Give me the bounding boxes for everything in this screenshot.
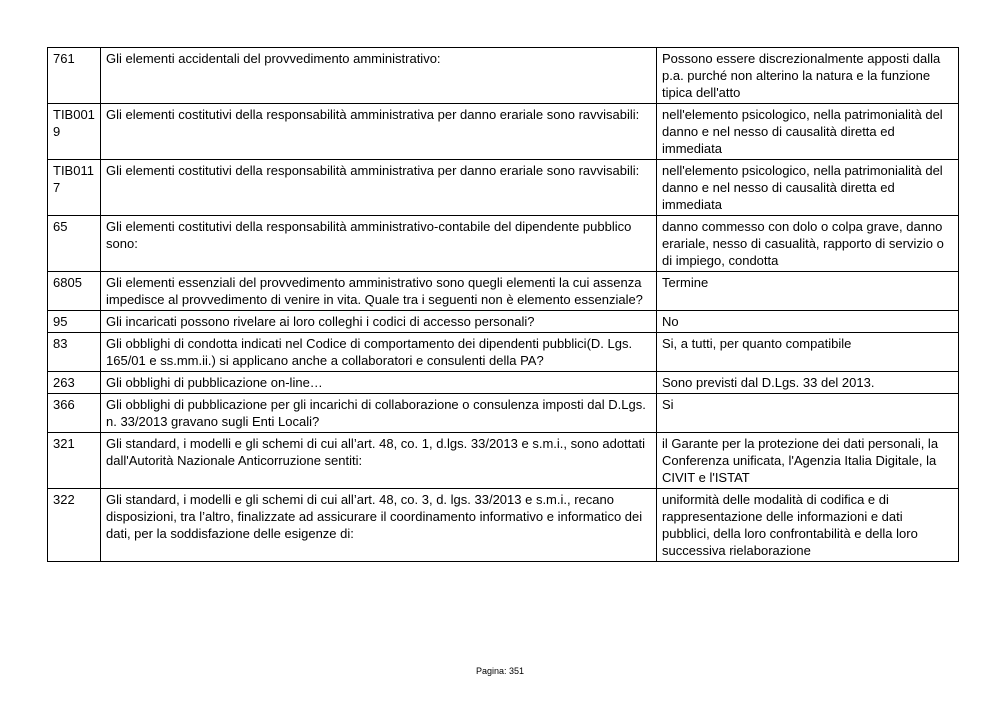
- table-row: [48, 272, 959, 311]
- question-id: TIB0019: [48, 104, 101, 160]
- question-id: 321: [48, 433, 101, 489]
- answer-text: nell'elemento psicologico, nella patrimonialità del danno e nel nesso di causalità diretta ed immediata: [657, 160, 959, 216]
- question-text: Gli elementi costitutivi della responsabilità amministrativa per danno erariale sono ravvisabili:: [101, 104, 657, 160]
- answer-text: Sono previsti dal D.Lgs. 33 del 2013.: [657, 372, 959, 394]
- question-id: 761: [48, 48, 101, 104]
- question-id: 366: [48, 394, 101, 433]
- answer-text: Si, a tutti, per quanto compatibile: [657, 333, 959, 372]
- question-text: Gli elementi costitutivi della responsabilità amministrativa per danno erariale sono ravvisabili:: [101, 160, 657, 216]
- question-text: Gli incaricati possono rivelare ai loro colleghi i codici di accesso personali?: [101, 311, 657, 333]
- answer-text: il Garante per la protezione dei dati personali, la Conferenza unificata, l'Agenzia Italia Digitale, la CIVIT e l'ISTAT: [657, 433, 959, 489]
- question-id: 65: [48, 216, 101, 272]
- answer-text: danno commesso con dolo o colpa grave, danno erariale, nesso di casualità, rapporto di servizio o di impiego, condotta: [657, 216, 959, 272]
- question-text: Gli obblighi di pubblicazione on-line…: [101, 372, 657, 394]
- table-row: [48, 433, 959, 489]
- question-text: Gli elementi essenziali del provvedimento amministrativo sono quegli elementi la cui assenza impedisce al provvedimento di venire in vita. Quale tra i seguenti non è elemento essenziale?: [101, 272, 657, 311]
- table-row: [48, 394, 959, 433]
- question-text: Gli standard, i modelli e gli schemi di cui all’art. 48, co. 1, d.lgs. 33/2013 e s.m.i., sono adottati dall'Autorità Nazionale Anticorruzione sentiti:: [101, 433, 657, 489]
- question-id: 263: [48, 372, 101, 394]
- table-row: [48, 216, 959, 272]
- table-row: [48, 311, 959, 333]
- answer-text: uniformità delle modalità di codifica e di rappresentazione delle informazioni e dati pubblici, della loro confrontabilità e della loro successiva rielaborazione: [657, 489, 959, 562]
- question-text: Gli elementi accidentali del provvedimento amministrativo:: [101, 48, 657, 104]
- table-row: [48, 489, 959, 562]
- question-id: 6805: [48, 272, 101, 311]
- answer-text: Si: [657, 394, 959, 433]
- question-text: Gli standard, i modelli e gli schemi di cui all’art. 48, co. 3, d. lgs. 33/2013 e s.m.i., recano disposizioni, tra l’altro, finalizzate ad assicurare il coordinamento informativo e informatico dei dati, per la soddisfazione delle esigenze di:: [101, 489, 657, 562]
- question-id: TIB0117: [48, 160, 101, 216]
- answer-text: nell'elemento psicologico, nella patrimonialità del danno e nel nesso di causalità diretta ed immediata: [657, 104, 959, 160]
- table-row: [48, 333, 959, 372]
- table-row: [48, 160, 959, 216]
- question-id: 83: [48, 333, 101, 372]
- table-row: [48, 104, 959, 160]
- table-row: [48, 48, 959, 104]
- question-id: 322: [48, 489, 101, 562]
- page-number: Pagina: 351: [475, 666, 525, 676]
- question-text: Gli elementi costitutivi della responsabilità amministrativo-contabile del dipendente pubblico sono:: [101, 216, 657, 272]
- answer-text: Termine: [657, 272, 959, 311]
- question-text: Gli obblighi di condotta indicati nel Codice di comportamento dei dipendenti pubblici(D. Lgs. 165/01 e ss.mm.ii.) si applicano anche a collaboratori e consulenti della PA?: [101, 333, 657, 372]
- question-text: Gli obblighi di pubblicazione per gli incarichi di collaborazione o consulenza imposti dal D.Lgs. n. 33/2013 gravano sugli Enti Locali?: [101, 394, 657, 433]
- answer-text: No: [657, 311, 959, 333]
- questions-table: [47, 47, 959, 562]
- answer-text: Possono essere discrezionalmente apposti dalla p.a. purché non alterino la natura e la funzione tipica dell'atto: [657, 48, 959, 104]
- question-id: 95: [48, 311, 101, 333]
- table-row: [48, 372, 959, 394]
